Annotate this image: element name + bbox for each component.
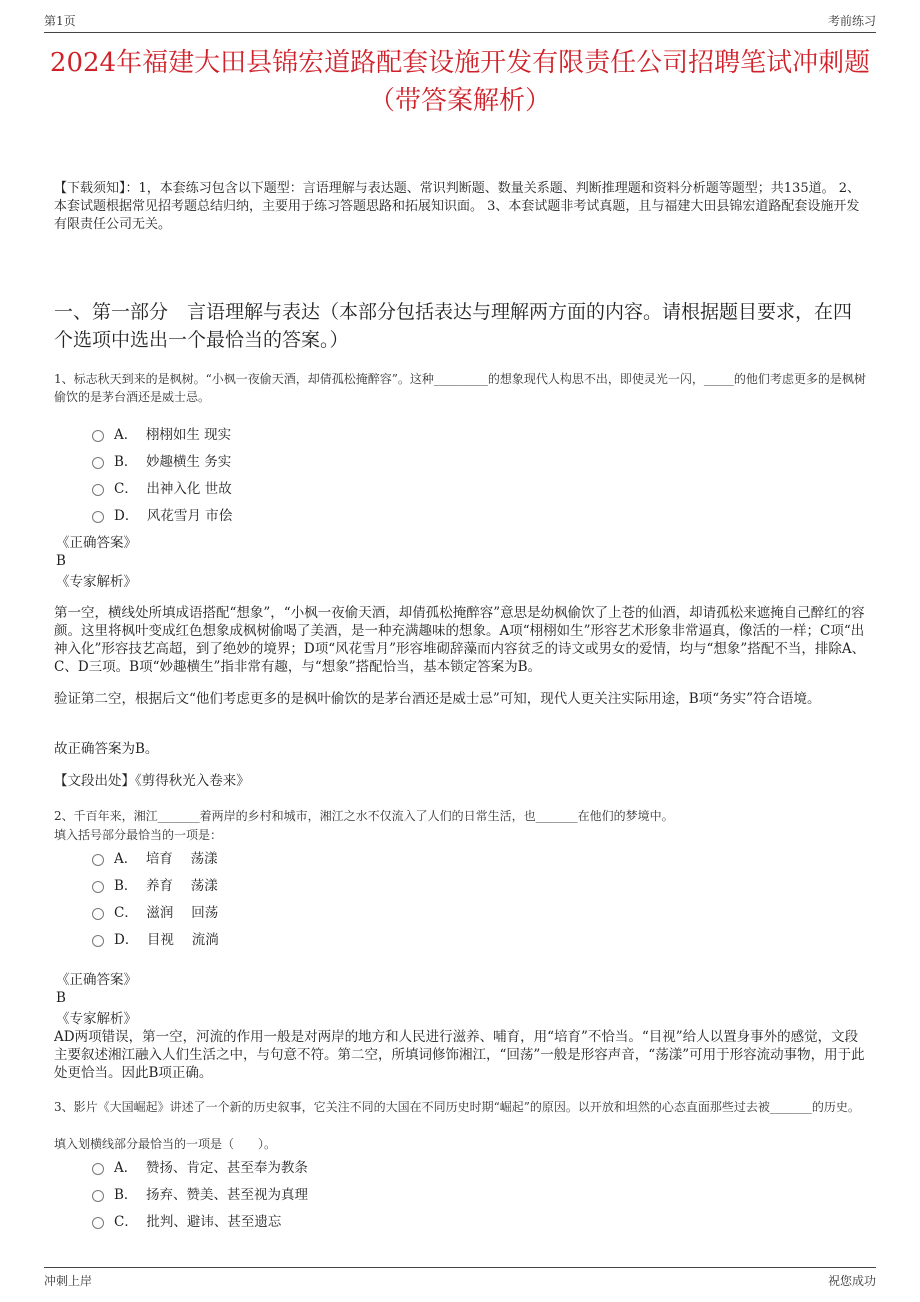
analysis-paragraph: 第一空，横线处所填成语搭配“想象”，“小枫一夜偷天酒，却倩孤松掩醉容”意思是幼枫偷饮了上苍的仙酒，却请孤松来遮掩自己醉红的容颜。这里将枫叶变成红色想象成枫树偷喝了美酒，是一种充满趣味的想象。A项“栩栩如生”形容艺术形象非常逼真，像活的一样；C项“出神入化”形容技艺高超，到了绝妙的境界；D项“风花雪月”形容堆砌辞藻而内容贫乏的诗文或男女的爱情，均与“想象”搭配不当，排除A、C、D三项。B项“妙趣横生”指非常有趣，与“想象”搭配恰当，基本锁定答案为B。 — [54, 605, 866, 675]
radio-icon[interactable] — [92, 1163, 104, 1175]
header-rule — [44, 32, 876, 33]
answer-label: 《正确答案》 — [56, 535, 137, 551]
page-header — [44, 12, 876, 32]
header-tag: 考前练习 — [827, 14, 876, 28]
radio-icon[interactable] — [92, 854, 104, 866]
radio-icon[interactable] — [92, 511, 104, 523]
source-citation: 【文段出处】《剪得秋光入卷来》 — [54, 773, 250, 789]
question-3-prompt: 填入划横线部分最恰当的一项是（ ）。 — [54, 1137, 277, 1151]
radio-icon[interactable] — [92, 484, 104, 496]
radio-icon[interactable] — [92, 1190, 104, 1202]
question-2-stem: 2、千百年来，湘江_______着两岸的乡村和城市，湘江之水不仅流入了人们的日常生活，也_______在他们的梦境中。 — [54, 809, 674, 823]
footer-right: 祝您成功 — [827, 1274, 876, 1288]
answer-label: 《正确答案》 — [56, 972, 137, 988]
radio-icon[interactable] — [92, 1217, 104, 1229]
footer-rule — [44, 1267, 876, 1268]
radio-icon[interactable] — [92, 935, 104, 947]
question-2-prompt: 填入括号部分最恰当的一项是： — [54, 828, 223, 842]
radio-icon[interactable] — [92, 908, 104, 920]
radio-icon[interactable] — [92, 881, 104, 893]
page-number: 第1页 — [44, 14, 76, 28]
document-title: 2024年福建大田县锦宏道路配套设施开发有限责任公司招聘笔试冲刺题（带答案解析） — [49, 48, 871, 116]
question-1-stem: 1、标志秋天到来的是枫树。“小枫一夜偷天酒，却倩孤松掩醉容”。这种_________的想象现代人构思不出，即使灵光一闪，_____的他们考虑更多的是枫树偷饮的是茅台酒还是威士忌。 — [54, 372, 866, 404]
analysis-conclusion: 故正确答案为B。 — [54, 741, 159, 757]
footer-left: 冲刺上岸 — [44, 1274, 93, 1288]
radio-icon[interactable] — [92, 430, 104, 442]
question-3-stem: 3、影片《大国崛起》讲述了一个新的历史叙事，它关注不同的大国在不同历史时期“崛起”的原因。以开放和坦然的心态直面那些过去被_______的历史。 — [54, 1100, 860, 1114]
analysis-label: 《专家解析》 — [56, 1011, 137, 1027]
answer-value: B — [56, 553, 66, 569]
analysis-paragraph: 验证第二空，根据后文“他们考虑更多的是枫叶偷饮的是茅台酒还是威士忌”可知，现代人更关注实际用途，B项“务实”符合语境。 — [54, 691, 821, 707]
analysis-paragraph: AD两项错误，第一空，河流的作用一般是对两岸的地方和人民进行滋养、哺育，用“培育”不恰当。“目视”给人以置身事外的感觉，文段主要叙述湘江融入人们生活之中，与句意不符。第二空，所填词修饰湘江，“回荡”一般是形容声音，“荡漾”可用于形容流动事物，用于此处更恰当。因此B项正确。 — [54, 1029, 865, 1081]
radio-icon[interactable] — [92, 457, 104, 469]
answer-value: B — [56, 990, 66, 1006]
analysis-label: 《专家解析》 — [56, 574, 137, 590]
section-heading: 一、第一部分 言语理解与表达（本部分包括表达与理解两方面的内容。请根据题目要求，在四个选项中选出一个最恰当的答案。） — [54, 301, 853, 351]
download-notice: 【下载须知】：1，本套练习包含以下题型：言语理解与表达题、常识判断题、数量关系题、判断推理题和资料分析题等题型；共135道。 2、本套试题根据常见招考题总结归纳，主要用于练习答题思路和拓展知识面。 3、本套试题非考试真题，且与福建大田县锦宏道路配套设施开发有限责任公司无关。 — [54, 181, 860, 232]
